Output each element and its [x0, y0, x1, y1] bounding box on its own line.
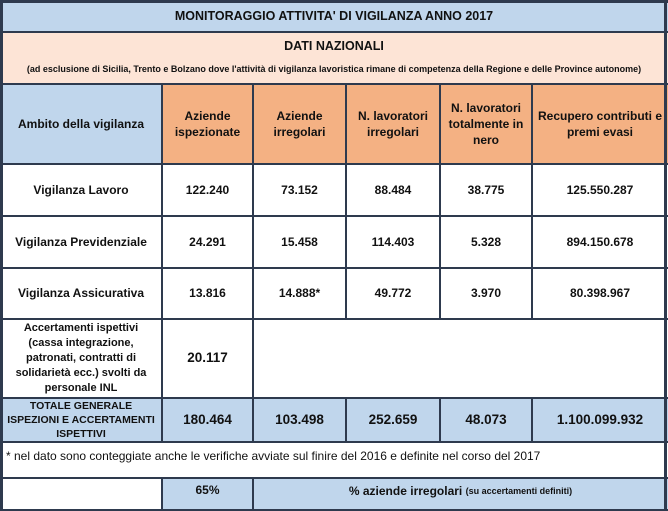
border-line: [0, 267, 668, 269]
subtitle-note: (ad esclusione di Sicilia, Trento e Bolzano dove l'attività di vigilanza lavoristica rimane di competenza della Regione e delle Province autonome): [26, 63, 642, 74]
table-cell: [440, 216, 532, 268]
subtitle-block: [0, 32, 668, 84]
table-title-text: MONITORAGGIO ATTIVITA' DI VIGILANZA ANNO 2017: [174, 8, 494, 23]
cell-value: 73.152: [281, 182, 318, 197]
cell-value: 24.291: [189, 234, 226, 249]
border-line: [0, 397, 668, 399]
footnote-text: * nel dato sono conteggiate anche le verifiche avviate sul finire del 2016 e definite nel corso del 2017: [6, 449, 541, 463]
header-ambito: [0, 84, 162, 164]
border-line: [0, 318, 668, 320]
total-cell: [162, 398, 253, 442]
cell-value: 122.240: [185, 182, 230, 197]
border-line: [531, 398, 533, 442]
cell-value: 894.150.678: [566, 234, 634, 249]
border-line: [161, 478, 163, 511]
row-label-previdenziale: [0, 216, 162, 268]
cell-value: 13.816: [189, 286, 226, 301]
border-line: [252, 84, 254, 319]
header-label: Aziende irregolari: [273, 108, 326, 139]
header-lavoratori-nero: [440, 84, 532, 164]
cell-value: 48.073: [465, 411, 507, 427]
border-line: [0, 215, 668, 217]
table-cell: [532, 216, 668, 268]
cell-value: 103.498: [275, 411, 324, 427]
cell-value: 14.888*: [278, 286, 321, 301]
table-cell: [440, 268, 532, 319]
border-line: [0, 163, 668, 165]
header-label: Recupero contributi e premi evasi: [538, 108, 663, 139]
row-label: Vigilanza Lavoro: [33, 182, 129, 197]
cell-value: 114.403: [371, 234, 415, 249]
header-recupero: [532, 84, 668, 164]
footnote: [0, 442, 668, 478]
table-cell: [162, 268, 253, 319]
header-label: N. lavoratori irregolari: [357, 108, 429, 139]
header-lavoratori-irregolari: [346, 84, 440, 164]
header-aziende-ispezionate: [162, 84, 253, 164]
table-cell: [532, 164, 668, 216]
cell-value: 38.775: [467, 182, 505, 197]
empty-cell: [253, 319, 668, 398]
total-cell: [440, 398, 532, 442]
empty-cell: [0, 478, 162, 511]
cell-value: 20.117: [187, 350, 228, 366]
percent-label: [253, 478, 668, 511]
cell-value: 88.484: [374, 182, 412, 197]
percent-value: [162, 478, 253, 511]
table-cell: [346, 216, 440, 268]
border-line: [664, 0, 667, 511]
border-line: [0, 0, 668, 3]
table-title: [0, 0, 668, 32]
cell-value: 15.458: [281, 234, 318, 249]
table-cell: [253, 164, 346, 216]
header-aziende-irregolari: [253, 84, 346, 164]
border-line: [0, 441, 668, 443]
table-cell: [346, 268, 440, 319]
border-line: [345, 84, 347, 319]
percent-label-note: (su accertamenti definiti): [465, 486, 573, 496]
border-line: [439, 84, 441, 319]
border-line: [252, 319, 254, 442]
accertamenti-value: [162, 319, 253, 398]
total-cell: [532, 398, 668, 442]
row-label-accertamenti: [0, 319, 162, 398]
border-line: [345, 398, 347, 442]
row-label: TOTALE GENERALE ISPEZIONI E ACCERTAMENTI ISPETTIVI: [7, 399, 155, 441]
row-label-assicurativa: [0, 268, 162, 319]
border-line: [0, 83, 668, 85]
cell-value: 65%: [195, 483, 220, 497]
border-line: [0, 0, 3, 511]
border-line: [0, 31, 668, 33]
table-cell: [162, 216, 253, 268]
border-line: [161, 84, 163, 442]
cell-value: 180.464: [183, 411, 232, 427]
percent-label-text: % aziende irregolari: [348, 484, 463, 498]
table-cell: [253, 216, 346, 268]
cell-value: 49.772: [374, 286, 412, 301]
cell-value: 3.970: [470, 286, 502, 301]
total-cell: [253, 398, 346, 442]
total-cell: [346, 398, 440, 442]
header-label: N. lavoratori totalmente in nero: [448, 100, 524, 148]
row-label: Vigilanza Assicurativa: [17, 286, 145, 301]
cell-value: 125.550.287: [566, 182, 634, 197]
border-line: [531, 84, 533, 319]
border-line: [0, 477, 668, 479]
border-line: [252, 478, 254, 511]
row-label-lavoro: [0, 164, 162, 216]
cell-value: 80.398.967: [569, 286, 631, 301]
cell-value: 5.328: [470, 234, 502, 249]
table-cell: [440, 164, 532, 216]
header-label: Ambito della vigilanza: [17, 116, 145, 131]
cell-value: 1.100.099.932: [556, 411, 644, 427]
table-cell: [532, 268, 668, 319]
row-label-totale: [0, 398, 162, 442]
subtitle: DATI NAZIONALI: [284, 39, 384, 53]
table-cell: [253, 268, 346, 319]
row-label: Accertamenti ispettivi (cassa integrazione, patronati, contratti di solidarietà ecc.) svolti da personale INL: [15, 322, 147, 394]
table-cell: [162, 164, 253, 216]
cell-value: 252.659: [368, 411, 418, 427]
row-label: Vigilanza Previdenziale: [15, 234, 147, 249]
header-label: Aziende ispezionate: [174, 108, 241, 139]
border-line: [439, 398, 441, 442]
table-cell: [346, 164, 440, 216]
